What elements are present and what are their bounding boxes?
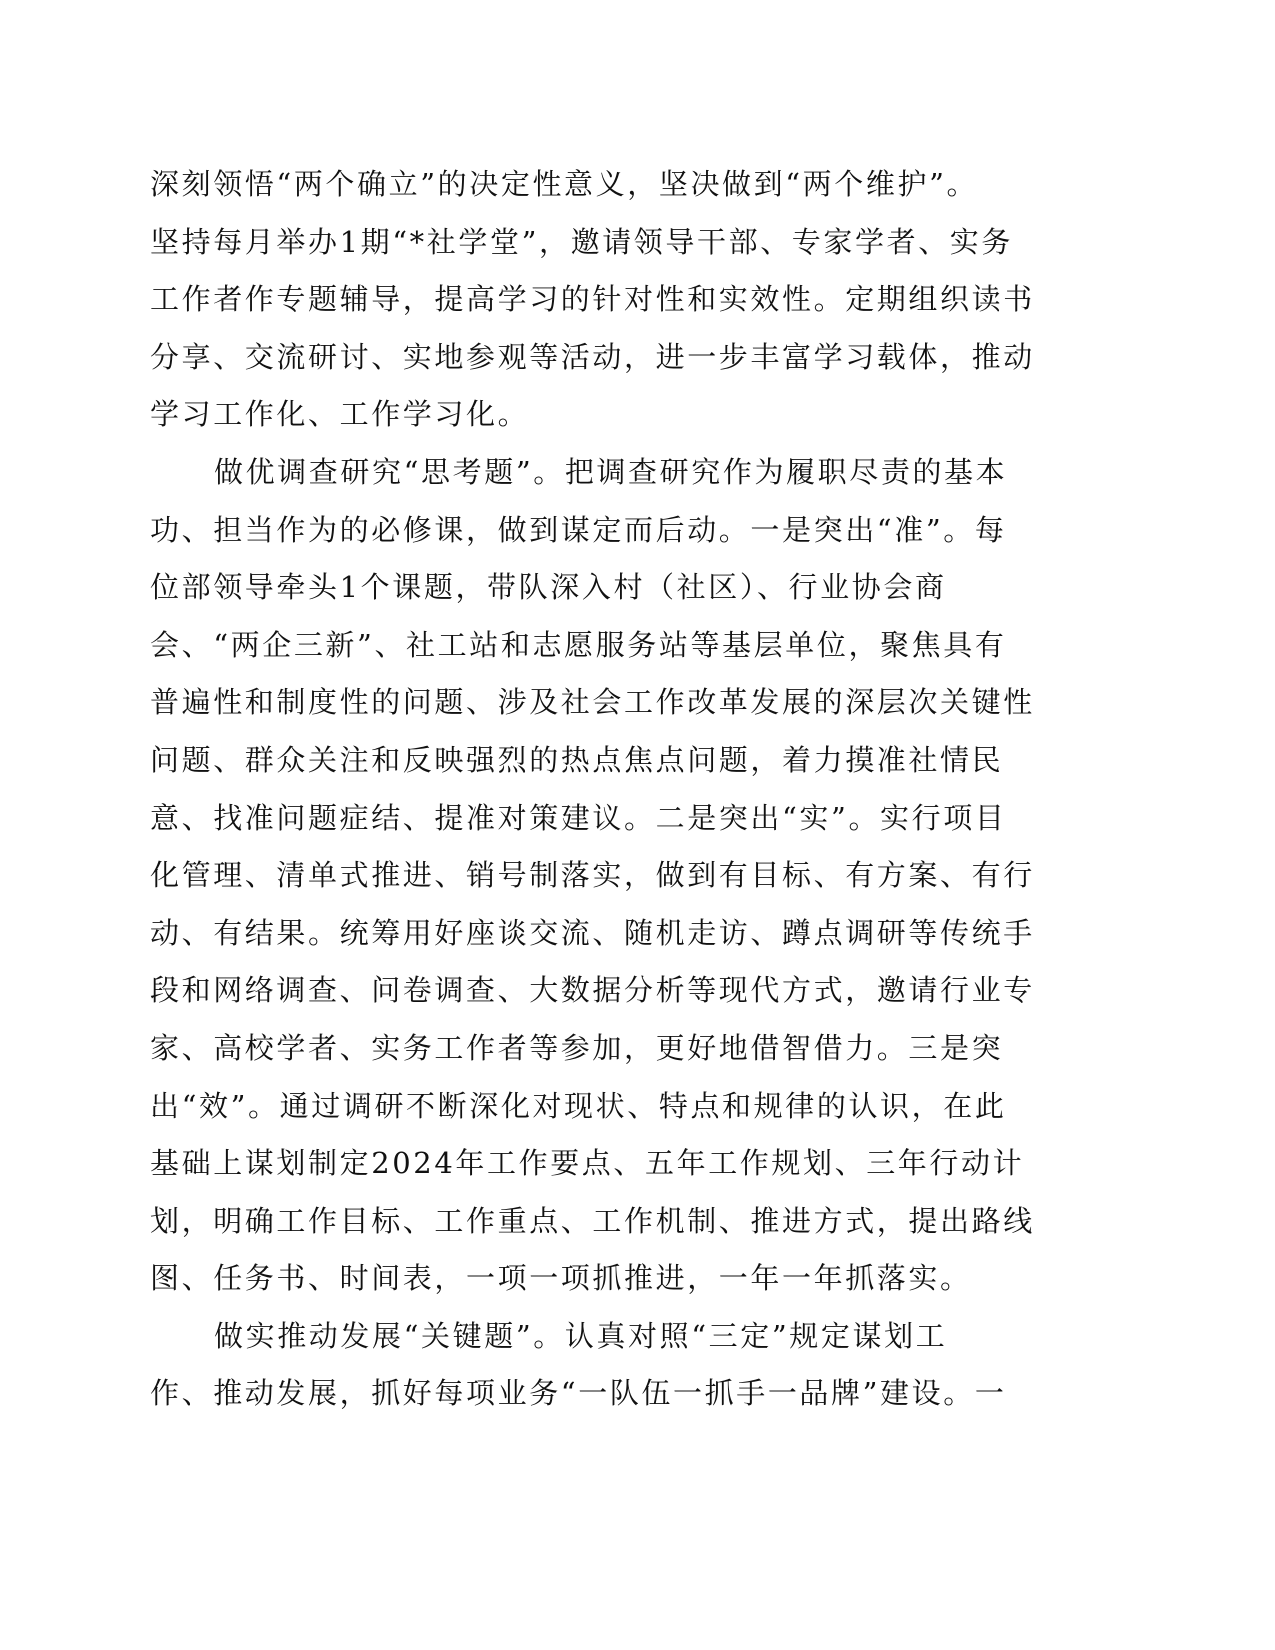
paragraph-heading-research: 做优调查研究“思考题”。把调查研究作为履职尽责的基本 bbox=[214, 454, 1008, 489]
text-line-4: 分享、交流研讨、实地参观等活动，进一步丰富学习载体，推动 bbox=[150, 339, 1035, 374]
text-line-14: 动、有结果。统筹用好座谈交流、随机走访、蹲点调研等传统手 bbox=[150, 915, 1035, 950]
text-line-9: 会、“两企三新”、社工站和志愿服务站等基层单位，聚焦具有 bbox=[150, 627, 1007, 662]
text-line-17: 出“效”。通过调研不断深化对现状、特点和规律的认识，在此 bbox=[150, 1088, 1007, 1123]
text-line-20: 图、任务书、时间表，一项一项抓推进，一年一年抓落实。 bbox=[150, 1261, 972, 1296]
text-line-3: 工作者作专题辅导，提高学习的针对性和实效性。定期组织读书 bbox=[150, 282, 1035, 317]
text-line-13: 化管理、清单式推进、销号制落实，做到有目标、有方案、有行 bbox=[150, 858, 1035, 893]
text-line-2: 坚持每月举办1期“*社学堂”，邀请领导干部、专家学者、实务 bbox=[150, 224, 1014, 259]
text-line-1: 深刻领悟“两个确立”的决定性意义，坚决做到“两个维护”。 bbox=[150, 167, 979, 201]
text-line-16: 家、高校学者、实务工作者等参加，更好地借智借力。三是突 bbox=[150, 1030, 1004, 1065]
text-line-10: 普遍性和制度性的问题、涉及社会工作改革发展的深层次关键性 bbox=[150, 685, 1035, 720]
text-line-15: 段和网络调查、问卷调查、大数据分析等现代方式，邀请行业专 bbox=[150, 973, 1035, 1008]
text-line-5: 学习工作化、工作学习化。 bbox=[150, 397, 530, 432]
text-line-22: 作、推动发展，抓好每项业务“一队伍一抓手一品牌”建设。一 bbox=[150, 1376, 1007, 1411]
text-line-12: 意、找准问题症结、提准对策建议。二是突出“实”。实行项目 bbox=[150, 800, 1007, 835]
paragraph-heading-development: 做实推动发展“关键题”。认真对照“三定”规定谋划工 bbox=[214, 1318, 948, 1353]
text-line-7: 功、担当作为的必修课，做到谋定而后动。一是突出“准”。每 bbox=[150, 512, 1007, 547]
text-line-8: 位部领导牵头1个课题，带队深入村（社区）、行业协会商 bbox=[150, 570, 947, 605]
document-body bbox=[150, 156, 1110, 1423]
text-line-19: 划，明确工作目标、工作重点、工作机制、推进方式，提出路线 bbox=[150, 1203, 1035, 1238]
text-line-11: 问题、群众关注和反映强烈的热点焦点问题，着力摸准社情民 bbox=[150, 742, 1004, 777]
text-line-18: 基础上谋划制定2024年工作要点、五年工作规划、三年行动计 bbox=[150, 1146, 1025, 1181]
